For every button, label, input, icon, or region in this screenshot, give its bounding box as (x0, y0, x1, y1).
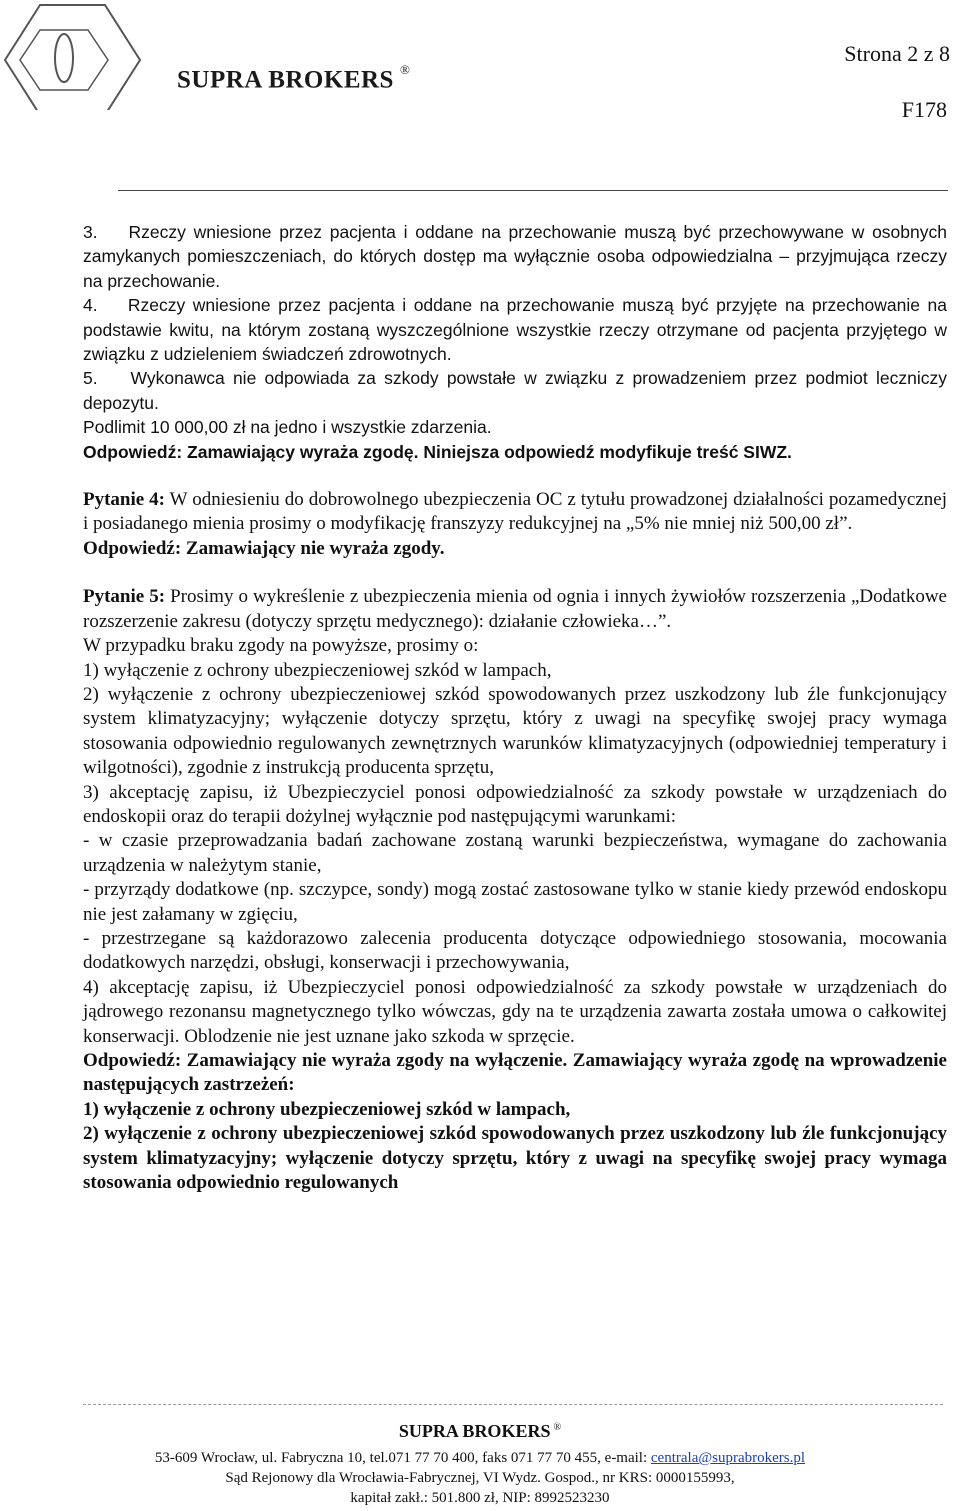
answer-5-item: 1) wyłączenie z ochrony ubezpieczeniowej szkód w lampach, (83, 1098, 571, 1120)
header-brand: SUPRA BROKERS ® (177, 62, 411, 94)
footer-capital: kapitał zakł.: 501.800 zł, NIP: 8992523230 (350, 1490, 610, 1506)
answer-4: Odpowiedź: Zamawiający nie wyraża zgody. (83, 537, 445, 559)
answer-5-item: 2) wyłączenie z ochrony ubezpieczeniowej szkód spowodowanych przez uszkodzony lub źle funkcjonujący system klimatyzacyjny; wyłączenie dotyczy sprzętu, który z uwagi na specyfikę swojej pracy wymaga stosowania odpowiednio regulowanych (83, 1123, 947, 1194)
footer-court: Sąd Rejonowy dla Wrocławia-Fabrycznej, VI Wydz. Gospod., nr KRS: 0000155993, (225, 1470, 735, 1486)
q5-line: - w czasie przeprowadzania badań zachowane zostaną warunki bezpieczeństwa, wymagane do zachowania urządzenia w należytym stanie, (83, 830, 947, 876)
company-logo-icon (0, 0, 150, 110)
email-link[interactable]: centrala@suprabrokers.pl (650, 1450, 806, 1466)
footer-brand: SUPRA BROKERS ® (398, 1421, 562, 1441)
question-5: Pytanie 5: Prosimy o wykreślenie z ubezpieczenia mienia od ognia i innych żywiołów rozszerzenia „Dodatkowe rozszerzenie zakresu (dotyczy sprzętu medycznego): działanie człowieka…”. (83, 586, 947, 632)
q5-line: W przypadku braku zgody na powyższe, prosimy o: (83, 635, 479, 657)
answer-5: Odpowiedź: Zamawiający nie wyraża zgody na wyłączenie. Zamawiający wyraża zgodę na wprowadzenie następujących zastrzeżeń: (83, 1050, 947, 1096)
sublimit-text: Podlimit 10 000,00 zł na jedno i wszystkie zdarzenia. (83, 417, 492, 438)
footer-divider (83, 1404, 943, 1405)
document-body (83, 220, 947, 1195)
q5-line: 4) akceptację zapisu, iż Ubezpieczyciel ponosi odpowiedzialność za szkody powstałe w urządzeniach do jądrowego rezonansu magnetycznego tylko wówczas, gdy na te urządzenia zawarta została umowa o całkowitej konserwacji. Oblodzenie nie jest uznane jako szkoda w sprzęcie. (83, 976, 947, 1047)
list-item-5: 5. Wykonawca nie odpowiada za szkody powstałe w związku z prowadzeniem przez podmiot leczniczy depozytu. (83, 368, 947, 413)
answer-3: Odpowiedź: Zamawiający wyraża zgodę. Niniejsza odpowiedź modyfikuje treść SIWZ. (83, 441, 792, 462)
question-4: Pytanie 4: W odniesieniu do dobrowolnego ubezpieczenia OC z tytułu prowadzonej działalności pozamedycznej i posiadanego mienia prosimy o modyfikację franszyzy redukcyjnej na „5% nie mniej niż 500,00 zł”. (83, 489, 947, 535)
page-number: Strona 2 z 8 (844, 41, 950, 66)
q5-line: 3) akceptację zapisu, iż Ubezpieczyciel ponosi odpowiedzialność za szkody powstałe w urządzeniach do endoskopii oraz do terapii dożylnej wyłącznie pod następującymi warunkami: (83, 781, 947, 827)
q5-line: 1) wyłączenie z ochrony ubezpieczeniowej szkód w lampach, (83, 659, 552, 681)
q5-line: - przestrzegane są każdorazowo zalecenia producenta dotyczące odpowiedniego stosowania, mocowania dodatkowych narzędzi, obsługi, konserwacji i przechowywania, (83, 927, 947, 974)
footer-address: 53-609 Wrocław, ul. Fabryczna 10, tel.071 77 70 400, faks 071 77 70 455, e-mail: centrala@suprabrokers.pl (154, 1450, 806, 1466)
list-item-4: 4. Rzeczy wniesione przez pacjenta i oddane na przechowanie muszą być przyjęte na przechowanie na podstawie kwitu, na którym zostaną wyszczególnione wszystkie rzeczy otrzymane od pacjenta przyjętego w związku z udzieleniem świadczeń zdrowotnych. (83, 295, 947, 365)
list-item-3: 3. Rzeczy wniesione przez pacjenta i oddane na przechowanie muszą być przechowywane w osobnych zamykanych pomieszczeniach, do których dostęp ma wyłącznie osoba odpowiedzialna – przyjmująca rzeczy na przechowanie. (83, 222, 947, 291)
document-code: F178 (901, 97, 947, 122)
header-divider (118, 190, 948, 191)
q5-line: - przyrządy dodatkowe (np. szczypce, sondy) mogą zostać zastosowane tylko w stanie kiedy przewód endoskopu nie jest załamany w zgięciu, (83, 879, 947, 925)
q5-line: 2) wyłączenie z ochrony ubezpieczeniowej szkód spowodowanych przez uszkodzony lub źle funkcjonujący system klimatyzacyjny; wyłączenie dotyczy sprzętu, który z uwagi na specyfikę swojej pracy wymaga stosowania odpowiednio regulowanych zewnętrznych warunków klimatyzacyjnych (odpowiedniej temperatury i wilgotności), zgodnie z instrukcją producenta sprzętu, (83, 683, 947, 779)
